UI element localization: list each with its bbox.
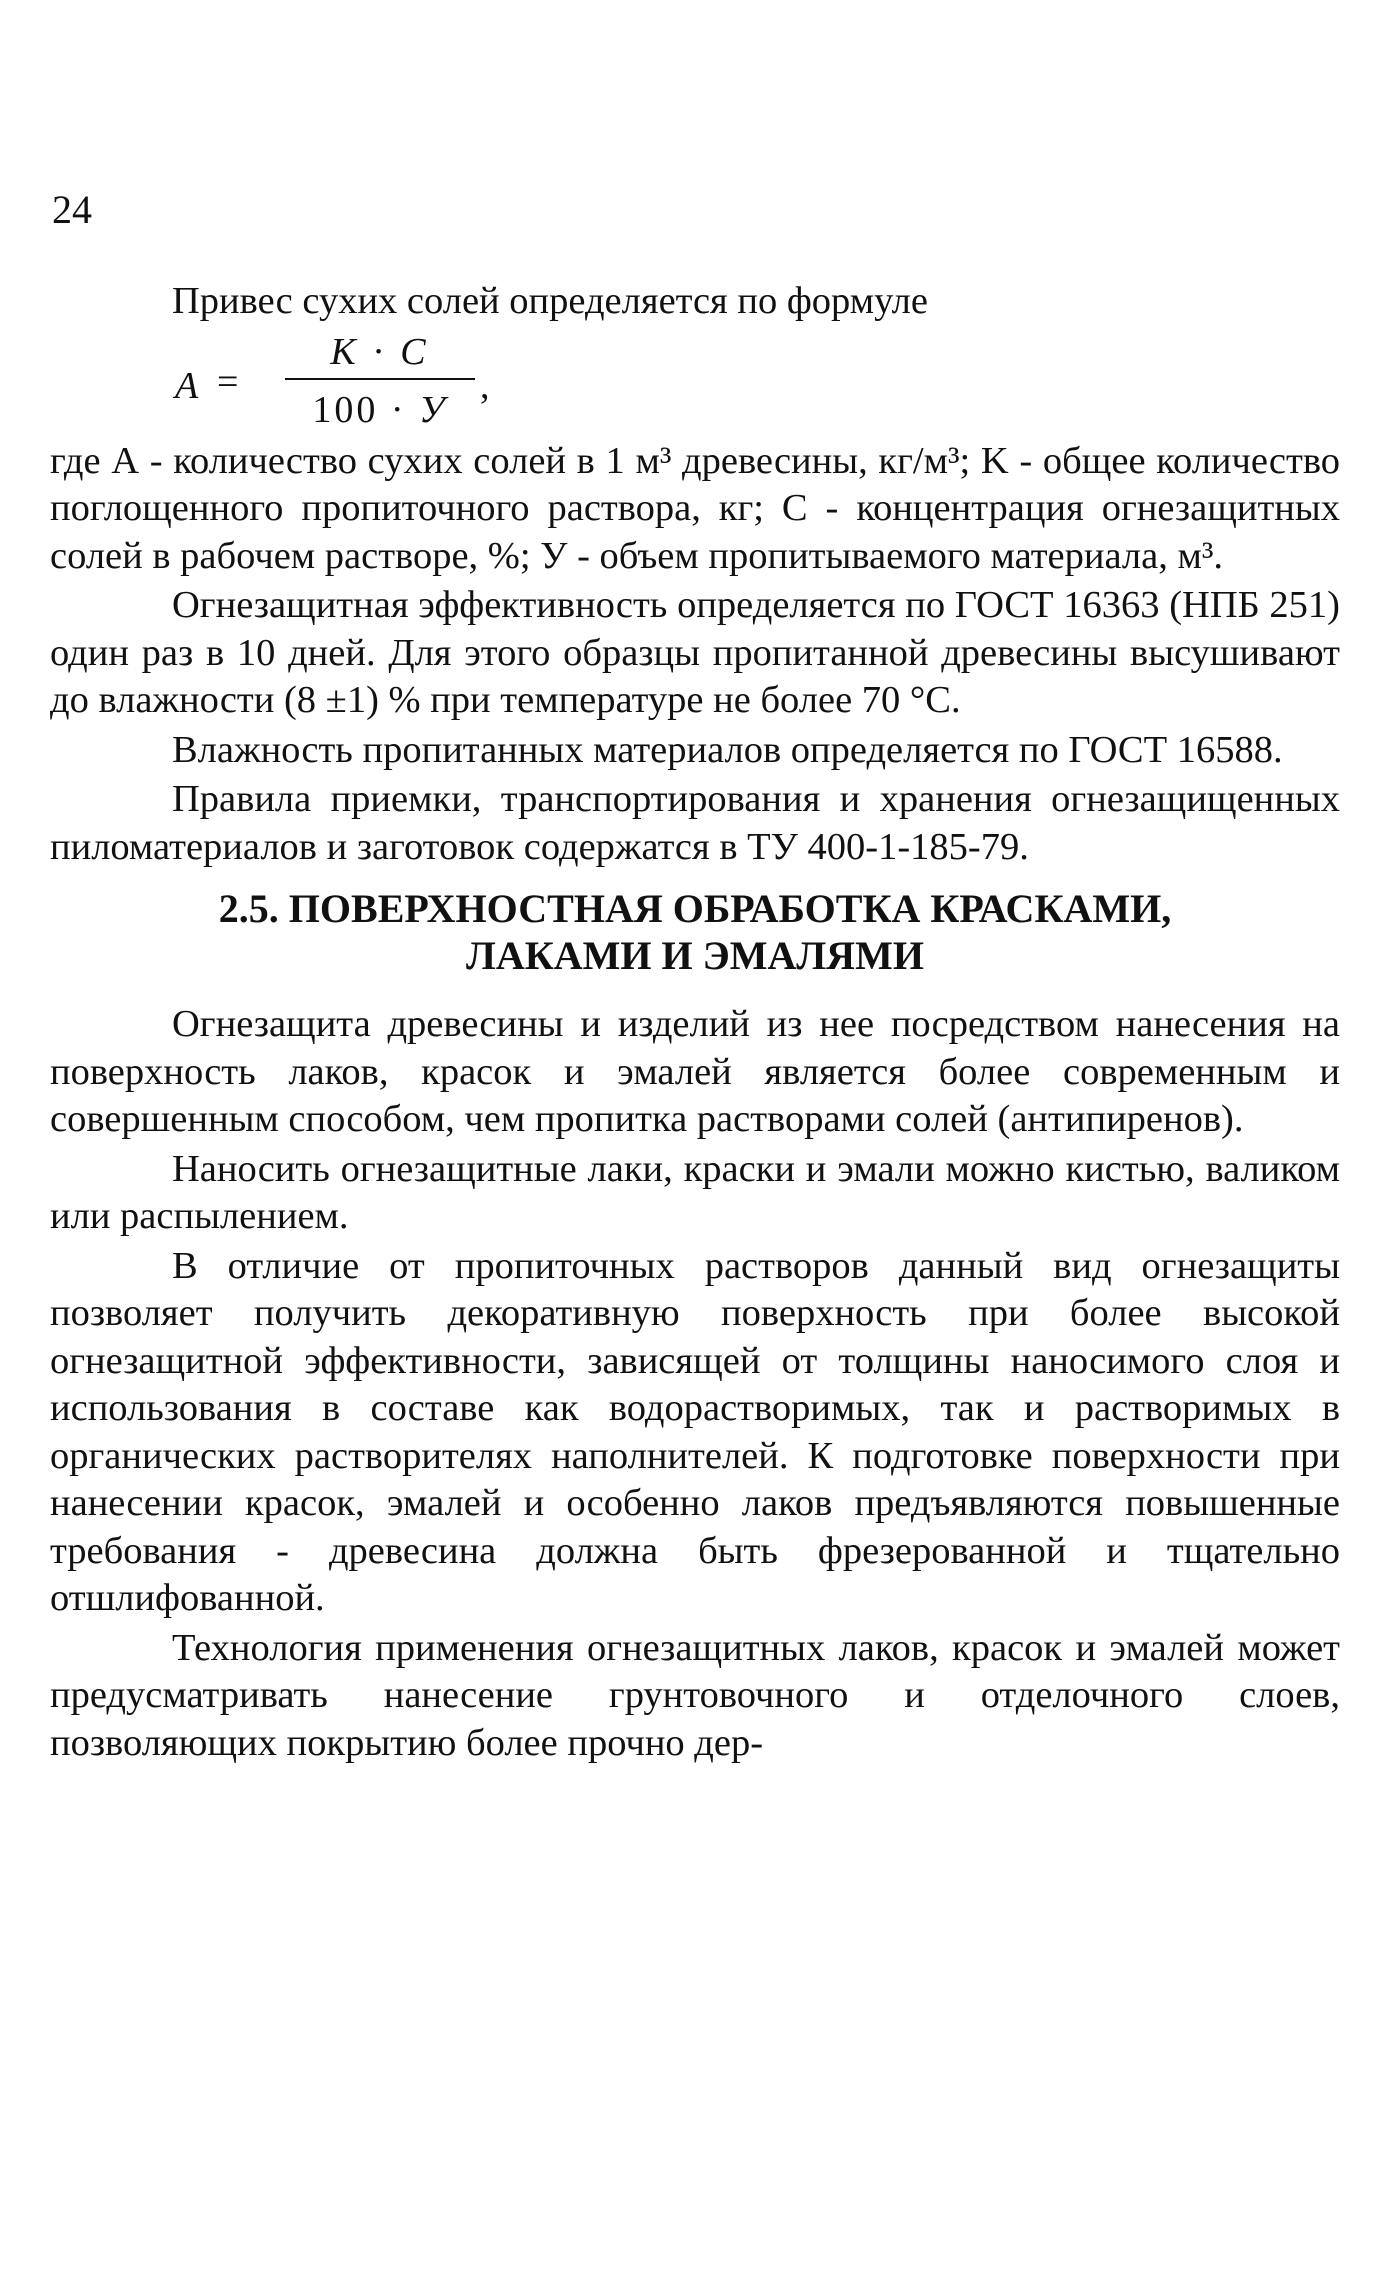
section-heading xyxy=(50,885,1340,979)
section-heading-line-2: ЛАКАМИ И ЭМАЛЯМИ xyxy=(466,933,924,978)
formula-denominator-variable: У xyxy=(419,388,448,431)
paragraph-efficiency: Огнезащитная эффективность определяется по ГОСТ 16363 (НПБ 251) один раз в 10 дней. Для этого образцы пропитанной древесины высушивают до влажности (8 ±1) % при температуре не более 70 °С. xyxy=(50,584,1340,721)
paragraph-humidity: Влажность пропитанных материалов определяется по ГОСТ 16588. xyxy=(172,728,1283,771)
formula-numerator: K · C xyxy=(330,330,430,373)
page-body xyxy=(50,278,1340,1767)
formula xyxy=(175,330,1340,438)
section-paragraph-1: Огнезащита древесины и изделий из нее посредством нанесения на поверхность лаков, красок и эмалей является более современным и совершенным способом, чем пропитка растворами солей (антипиренов). xyxy=(50,1003,1340,1140)
formula-intro: Привес сухих солей определяется по формуле xyxy=(172,280,928,322)
formula-denominator xyxy=(285,388,475,432)
paragraph-definitions: где А - количество сухих солей в 1 м³ древесины, кг/м³; K - общее количество поглощенного пропиточного раствора, кг; C - концентрация огнезащитных солей в рабочем растворе, %; У - объем пропитываемого материала, м³. xyxy=(50,439,1340,577)
section-paragraph-3: В отличие от пропиточных растворов данный вид огнезащиты позволяет получить декоративную поверхность при более высокой огнезащитной эффективности, зависящей от толщины наносимого слоя и использования в составе как водорастворимых, так и растворимых в органических растворителях наполнителей. К подготовке поверхности при нанесении красок, эмалей и особенно лаков предъявляются повышенные требования - древесина должна быть фрезерованной и тщательно отшлифованной. xyxy=(50,1244,1340,1619)
formula-comma: , xyxy=(480,364,490,407)
section-heading-line-1: 2.5. ПОВЕРХНОСТНАЯ ОБРАБОТКА КРАСКАМИ, xyxy=(218,886,1172,931)
fraction-bar xyxy=(285,378,475,380)
section-paragraph-4: Технология применения огнезащитных лаков, красок и эмалей может предусматривать нанесение грунтовочного и отделочного слоев, позволяющих покрытию более прочно дер- xyxy=(50,1626,1340,1764)
formula-denominator-number: 100 · xyxy=(312,388,420,431)
section-paragraph-2: Наносить огнезащитные лаки, краски и эмали можно кистью, валиком или распылением. xyxy=(50,1147,1340,1237)
page-number: 24 xyxy=(52,187,92,232)
formula-lhs: A xyxy=(175,364,199,407)
formula-equals: = xyxy=(217,360,239,403)
paragraph-rules: Правила приемки, транспортирования и хранения огнезащищенных пиломатериалов и заготовок содержатся в ТУ 400-1-185-79. xyxy=(50,778,1340,868)
